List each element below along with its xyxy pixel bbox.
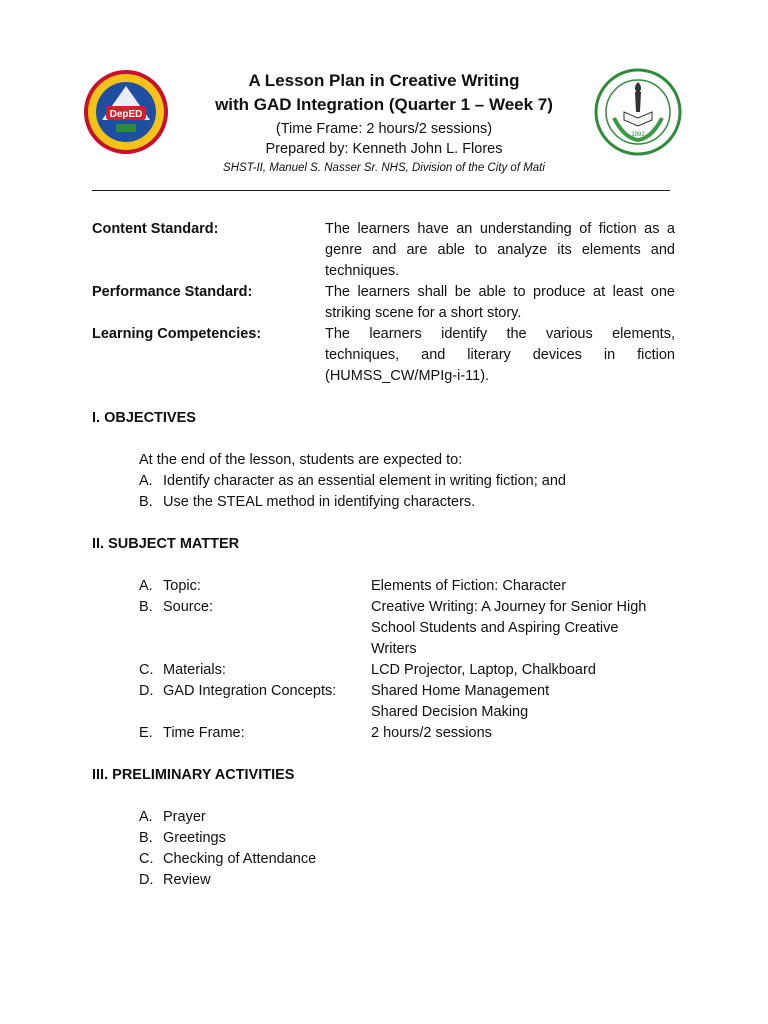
- list-item-marker: A.: [139, 578, 153, 594]
- preliminary-item: Review: [163, 872, 211, 888]
- subject-label-source: Source:: [163, 599, 213, 615]
- affiliation: SHST-II, Manuel S. Nasser Sr. NHS, Division of the City of Mati: [223, 162, 545, 174]
- content-standard-label: Content Standard:: [92, 221, 219, 237]
- lesson-title-line2: with GAD Integration (Quarter 1 – Week 7): [215, 95, 553, 114]
- list-item-marker: E.: [139, 725, 153, 741]
- list-item-marker: B.: [139, 830, 153, 846]
- subject-value-topic: Elements of Fiction: Character: [371, 578, 567, 594]
- subject-label-topic: Topic:: [163, 578, 201, 594]
- subject-value-gad: Shared Home Management Shared Decision Making: [371, 683, 550, 720]
- list-item-marker: B.: [139, 494, 153, 510]
- list-item-marker: B.: [139, 599, 153, 615]
- preliminary-item: Prayer: [163, 809, 206, 825]
- school-logo-year: 1992: [631, 132, 645, 138]
- time-frame-header: (Time Frame: 2 hours/2 sessions): [275, 121, 493, 137]
- list-item-marker: C.: [139, 851, 154, 867]
- learning-competencies-text: The learners identify the various elements, techniques, and literary devices in fiction (HUMSS_CW/MPIg-i-11).: [325, 326, 675, 384]
- list-item-marker: D.: [139, 872, 154, 888]
- list-item-marker: A.: [139, 473, 153, 489]
- preliminary-item: Checking of Attendance: [163, 851, 317, 867]
- objective-item: Use the STEAL method in identifying characters.: [163, 494, 476, 510]
- subject-matter-heading: II. SUBJECT MATTER: [92, 536, 240, 552]
- prepared-by: Prepared by: Kenneth John L. Flores: [265, 141, 503, 157]
- performance-standard-text: The learners shall be able to produce at least one striking scene for a short story.: [325, 284, 675, 321]
- deped-logo-text: DepED: [109, 109, 143, 120]
- preliminary-heading: III. PRELIMINARY ACTIVITIES: [92, 767, 295, 783]
- objectives-heading: I. OBJECTIVES: [92, 410, 196, 426]
- subject-label-gad: GAD Integration Concepts:: [163, 683, 337, 699]
- list-item-marker: D.: [139, 683, 154, 699]
- subject-value-materials: LCD Projector, Laptop, Chalkboard: [371, 662, 596, 678]
- objective-item: Identify character as an essential element in writing fiction; and: [163, 473, 566, 489]
- list-item-marker: C.: [139, 662, 154, 678]
- header-divider: [92, 190, 670, 191]
- objectives-intro: At the end of the lesson, students are expected to:: [139, 452, 463, 468]
- performance-standard-label: Performance Standard:: [92, 284, 253, 300]
- subject-value-source: Creative Writing: A Journey for Senior High School Students and Aspiring Creative Writers: [371, 599, 647, 657]
- subject-label-materials: Materials:: [163, 662, 226, 678]
- preliminary-item: Greetings: [163, 830, 226, 846]
- list-item-marker: A.: [139, 809, 153, 825]
- subject-label-time-frame: Time Frame:: [163, 725, 245, 741]
- content-standard-text: The learners have an understanding of fiction as a genre and are able to analyze its elements and techniques.: [325, 221, 675, 279]
- learning-competencies-label: Learning Competencies:: [92, 326, 262, 342]
- subject-value-time-frame: 2 hours/2 sessions: [371, 725, 492, 741]
- lesson-title-line1: A Lesson Plan in Creative Writing: [248, 71, 520, 90]
